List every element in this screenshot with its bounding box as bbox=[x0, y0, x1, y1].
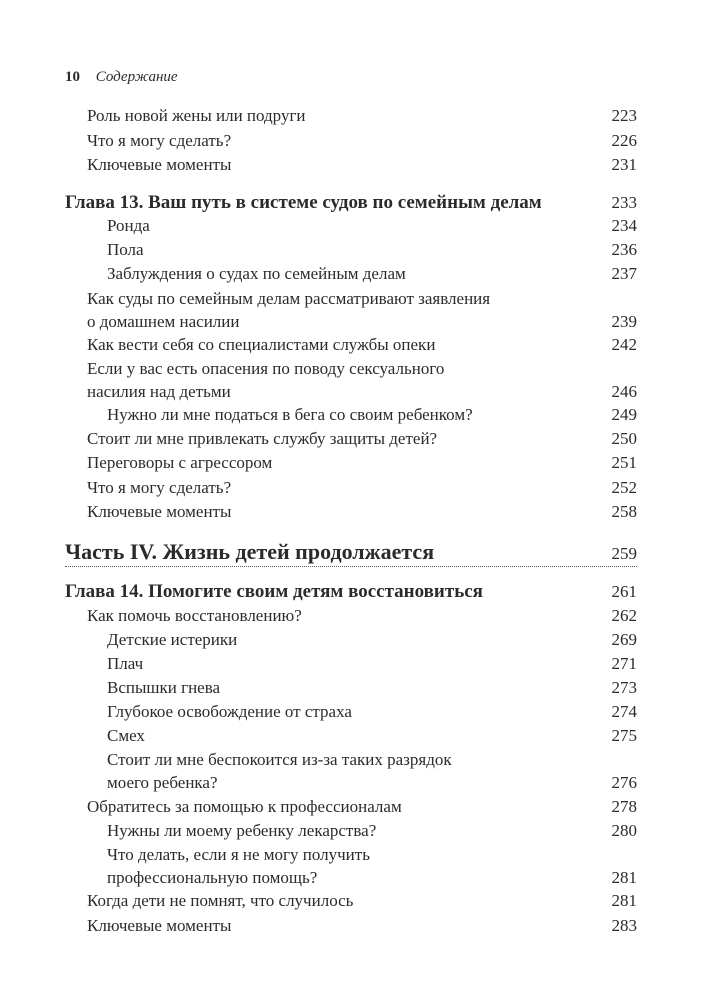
toc-entry-page: 236 bbox=[611, 240, 637, 259]
toc-part[interactable] bbox=[65, 538, 637, 567]
toc-entry-title: Как помочь восстановлению? bbox=[87, 606, 302, 625]
toc-entry-title: Стоит ли мне беспокоится из-за таких разрядок моего ребенка? bbox=[107, 750, 452, 792]
toc-entry[interactable] bbox=[65, 129, 637, 152]
toc-entry-page: 242 bbox=[611, 335, 637, 354]
toc-entry[interactable] bbox=[65, 700, 637, 723]
toc-entry-page: 237 bbox=[611, 264, 637, 283]
toc-part-page: 259 bbox=[611, 544, 637, 563]
running-header bbox=[65, 68, 178, 86]
toc-entry-page: 281 bbox=[611, 891, 637, 910]
toc-entry-title: Смех bbox=[107, 726, 145, 745]
toc-entry[interactable] bbox=[65, 748, 637, 794]
toc-entry[interactable] bbox=[65, 287, 637, 333]
toc-entry-title: Роль новой жены или подруги bbox=[87, 106, 306, 125]
toc-chapter[interactable] bbox=[65, 191, 637, 214]
toc-entry-page: 274 bbox=[611, 702, 637, 721]
toc-chapter-page: 261 bbox=[611, 582, 637, 601]
toc-entry[interactable] bbox=[65, 889, 637, 912]
toc-entry-title: Заблуждения о судах по семейным делам bbox=[107, 264, 406, 283]
toc-entry-page: 246 bbox=[611, 382, 637, 401]
toc-entry-page: 269 bbox=[611, 630, 637, 649]
toc-entry-title: Переговоры с агрессором bbox=[87, 453, 273, 472]
toc-entry-page: 226 bbox=[611, 131, 637, 150]
toc-entry-title: Пола bbox=[107, 240, 144, 259]
toc-entry[interactable] bbox=[65, 819, 637, 842]
toc-entry-page: 239 bbox=[611, 312, 637, 331]
toc-entry[interactable] bbox=[65, 628, 637, 651]
toc-part-title: Часть IV. Жизнь детей продолжается bbox=[65, 539, 435, 564]
running-title: Содержание bbox=[95, 69, 178, 85]
toc-entry[interactable] bbox=[65, 262, 637, 285]
toc-entry[interactable] bbox=[65, 914, 637, 937]
toc-entry-title: Обратитесь за помощью к профессионалам bbox=[87, 797, 402, 816]
toc-chapter-title: Глава 13. Ваш путь в системе судов по семейным делам bbox=[65, 192, 542, 213]
toc-entry-page: 283 bbox=[611, 916, 637, 935]
toc-entry-title: Плач bbox=[107, 654, 144, 673]
toc-entry-page: 234 bbox=[611, 216, 637, 235]
toc-entry[interactable] bbox=[65, 724, 637, 747]
toc-entry[interactable] bbox=[65, 676, 637, 699]
toc-entry-title: Стоит ли мне привлекать службу защиты детей? bbox=[87, 429, 438, 448]
toc-entry-title: Глубокое освобождение от страха bbox=[107, 702, 352, 721]
toc-entry-title: Когда дети не помнят, что случилось bbox=[87, 891, 354, 910]
toc-entry-page: 278 bbox=[611, 797, 637, 816]
toc-entry-title: Как вести себя со специалистами службы опеки bbox=[87, 335, 436, 354]
toc-chapter[interactable] bbox=[65, 580, 637, 603]
toc-entry-title: Нужны ли моему ребенку лекарства? bbox=[107, 821, 377, 840]
toc-entry-title: Что я могу сделать? bbox=[87, 478, 232, 497]
toc-entry-page: 262 bbox=[611, 606, 637, 625]
toc-entry-title: Вспышки гнева bbox=[107, 678, 221, 697]
toc-entry[interactable] bbox=[65, 451, 637, 474]
toc-chapter-title: Глава 14. Помогите своим детям восстановиться bbox=[65, 581, 483, 602]
toc-entry-page: 275 bbox=[611, 726, 637, 745]
page-number: 10 bbox=[65, 69, 80, 85]
toc-entry[interactable] bbox=[65, 604, 637, 627]
toc-entry-page: 271 bbox=[611, 654, 637, 673]
toc-entry[interactable] bbox=[65, 214, 637, 237]
toc-entry[interactable] bbox=[65, 427, 637, 450]
toc-entry-page: 250 bbox=[611, 429, 637, 448]
toc-entry[interactable] bbox=[65, 500, 637, 523]
toc-entry-page: 258 bbox=[611, 502, 637, 521]
toc-entry[interactable] bbox=[65, 652, 637, 675]
toc-entry[interactable] bbox=[65, 333, 637, 356]
toc-entry-page: 280 bbox=[611, 821, 637, 840]
toc-entry[interactable] bbox=[65, 104, 637, 127]
toc-entry[interactable] bbox=[65, 843, 637, 889]
toc-entry-title: Как суды по семейным делам рассматривают заявления о домашнем насилии bbox=[87, 289, 491, 331]
toc-entry[interactable] bbox=[65, 403, 637, 426]
toc-chapter-page: 233 bbox=[611, 193, 637, 212]
toc-entry[interactable] bbox=[65, 795, 637, 818]
toc-entry[interactable] bbox=[65, 357, 637, 403]
toc-entry-title: Ключевые моменты bbox=[87, 916, 232, 935]
toc-entry-page: 251 bbox=[611, 453, 637, 472]
toc-entry-page: 231 bbox=[611, 155, 637, 174]
toc-entry[interactable] bbox=[65, 153, 637, 176]
toc-entry-page: 223 bbox=[611, 106, 637, 125]
toc-entry-page: 252 bbox=[611, 478, 637, 497]
toc-entry-page: 249 bbox=[611, 405, 637, 424]
toc-entry-title: Что делать, если я не могу получить профессиональную помощь? bbox=[107, 845, 370, 887]
toc-entry-title: Детские истерики bbox=[107, 630, 238, 649]
toc-entry-title: Ключевые моменты bbox=[87, 502, 232, 521]
toc-entry-page: 281 bbox=[611, 868, 637, 887]
toc-entry-title: Нужно ли мне податься в бега со своим ребенком? bbox=[107, 405, 473, 424]
toc-entry-title: Ключевые моменты bbox=[87, 155, 232, 174]
toc-entry[interactable] bbox=[65, 238, 637, 261]
toc-entry[interactable] bbox=[65, 476, 637, 499]
toc-entry-title: Если у вас есть опасения по поводу сексуального насилия над детьми bbox=[87, 359, 445, 401]
toc-entry-title: Ронда bbox=[107, 216, 150, 235]
toc-entry-title: Что я могу сделать? bbox=[87, 131, 232, 150]
toc-entry-page: 273 bbox=[611, 678, 637, 697]
toc-entry-page: 276 bbox=[611, 773, 637, 792]
